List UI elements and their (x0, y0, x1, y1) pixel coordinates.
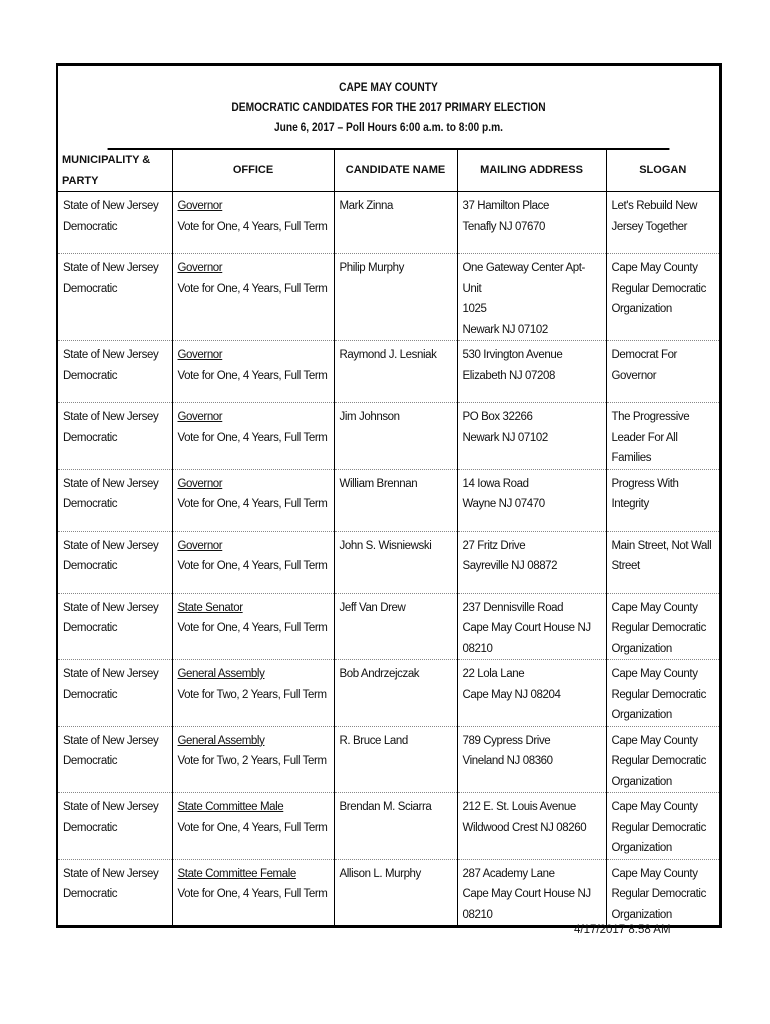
municipality: State of New Jersey (63, 867, 159, 880)
municipality: State of New Jersey (63, 477, 159, 490)
municipality: State of New Jersey (63, 200, 159, 212)
candidate-name: R. Bruce Land (334, 726, 457, 793)
candidate-name: Philip Murphy (334, 254, 457, 341)
party: Democratic (63, 622, 118, 634)
office-term: Vote for One, 4 Years, Full Term (177, 282, 328, 295)
address-line: Newark NJ 07102 (462, 323, 548, 336)
slogan: The Progressive Leader For All Families (606, 403, 719, 470)
municipality-cell (58, 531, 172, 593)
address-line: 37 Hamilton Place (462, 200, 550, 212)
office-term: Vote for One, 4 Years, Full Term (177, 821, 328, 834)
address-cell (457, 254, 606, 341)
office-link[interactable]: Governor (177, 411, 223, 423)
party: Democratic (63, 755, 118, 767)
office-term: Vote for Two, 2 Years, Full Term (177, 755, 327, 767)
office-link[interactable]: Governor (177, 349, 223, 361)
title-block (108, 66, 670, 150)
col-header-office: OFFICE (172, 150, 334, 192)
candidate-sheet (56, 63, 722, 928)
office-link[interactable]: State Committee Male (177, 801, 284, 813)
address-line: Cape May Court House NJ 08210 (462, 622, 591, 655)
slogan: Cape May County Regular Democratic Organization (606, 593, 719, 660)
slogan: Let's Rebuild New Jersey Together (606, 192, 719, 254)
address-line: Wayne NJ 07470 (462, 498, 545, 510)
poll-hours: June 6, 2017 – Poll Hours 6:00 a.m. to 8:00 p.m. (273, 120, 504, 134)
address-cell (457, 859, 606, 925)
candidate-name: William Brennan (334, 469, 457, 531)
office-cell (172, 254, 334, 341)
address-line: 14 Iowa Road (462, 477, 529, 490)
slogan: Democrat For Governor (606, 341, 719, 403)
office-link[interactable]: Governor (177, 200, 223, 212)
party: Democratic (63, 560, 118, 572)
address-cell (457, 726, 606, 793)
address-cell (457, 593, 606, 660)
candidate-name: Jim Johnson (334, 403, 457, 470)
party: Democratic (63, 220, 118, 233)
office-term: Vote for One, 4 Years, Full Term (177, 498, 328, 510)
candidate-name: Bob Andrzejczak (334, 660, 457, 727)
slogan: Cape May County Regular Democratic Organization (606, 793, 719, 860)
office-link[interactable]: State Committee Female (177, 867, 296, 880)
table-body (58, 192, 719, 926)
office-link[interactable]: General Assembly (177, 668, 265, 680)
office-term: Vote for Two, 2 Years, Full Term (177, 688, 327, 701)
slogan: Main Street, Not Wall Street (606, 531, 719, 593)
candidates-table (58, 150, 719, 925)
slogan: Cape May County Regular Democratic Organization (606, 660, 719, 727)
slogan: Cape May County Regular Democratic Organization (606, 254, 719, 341)
address-cell (457, 793, 606, 860)
slogan: Cape May County Regular Democratic Organization (611, 867, 706, 921)
election-title: DEMOCRATIC CANDIDATES FOR THE 2017 PRIMARY ELECTION (231, 100, 546, 114)
candidate-name: Raymond J. Lesniak (334, 341, 457, 403)
municipality-cell (58, 859, 172, 925)
address-line: 27 Fritz Drive (462, 539, 526, 552)
table-row (58, 254, 719, 341)
party: Democratic (63, 888, 118, 900)
address-line: 530 Irvington Avenue (462, 349, 563, 361)
office-term: Vote for One, 4 Years, Full Term (177, 888, 328, 900)
municipality: State of New Jersey (63, 349, 159, 361)
municipality-cell (58, 593, 172, 660)
address-line: 22 Lola Lane (462, 668, 525, 680)
table-row (58, 593, 719, 660)
office-cell (172, 531, 334, 593)
col-header-address: MAILING ADDRESS (457, 150, 606, 192)
address-line: Cape May Court House NJ 08210 (462, 888, 591, 921)
office-term: Vote for One, 4 Years, Full Term (177, 622, 328, 634)
municipality: State of New Jersey (63, 801, 159, 813)
address-line: Cape May NJ 08204 (462, 688, 561, 701)
table-row (58, 192, 719, 254)
office-term: Vote for One, 4 Years, Full Term (177, 220, 328, 233)
office-link[interactable]: Governor (177, 262, 223, 274)
municipality-cell (58, 793, 172, 860)
municipality-cell (58, 192, 172, 254)
address-line: 212 E. St. Louis Avenue (462, 801, 576, 813)
candidate-name: Jeff Van Drew (334, 593, 457, 660)
municipality-cell (58, 403, 172, 470)
office-term: Vote for One, 4 Years, Full Term (177, 560, 328, 572)
party: Democratic (63, 498, 118, 510)
slogan: Cape May County Regular Democratic Organization (606, 726, 719, 793)
address-line: Sayreville NJ 08872 (462, 560, 558, 572)
address-cell (457, 192, 606, 254)
address-cell (457, 531, 606, 593)
address-line: Elizabeth NJ 07208 (462, 369, 556, 382)
candidate-name: Mark Zinna (334, 192, 457, 254)
municipality: State of New Jersey (63, 539, 159, 552)
office-cell (172, 341, 334, 403)
municipality: State of New Jersey (63, 734, 159, 747)
table-row (58, 726, 719, 793)
party: Democratic (63, 369, 118, 382)
table-header-row (58, 150, 719, 192)
address-cell (457, 403, 606, 470)
municipality: State of New Jersey (63, 668, 159, 680)
municipality-cell (58, 726, 172, 793)
office-link[interactable]: Governor (177, 477, 223, 490)
office-cell (172, 469, 334, 531)
office-cell (172, 593, 334, 660)
address-line: Vineland NJ 08360 (462, 755, 553, 767)
municipality: State of New Jersey (63, 601, 159, 614)
address-line: 1025 (462, 303, 487, 315)
candidate-name: Brendan M. Sciarra (334, 793, 457, 860)
party: Democratic (63, 282, 118, 295)
office-link[interactable]: Governor (177, 539, 223, 552)
address-line: 237 Dennisville Road (462, 601, 564, 614)
table-row (58, 793, 719, 860)
address-line: 287 Academy Lane (462, 867, 555, 880)
office-link[interactable]: State Senator (177, 601, 243, 614)
municipality: State of New Jersey (63, 411, 159, 423)
office-cell (172, 660, 334, 727)
office-cell (172, 403, 334, 470)
address-line: PO Box 32266 (462, 411, 533, 423)
address-cell (457, 469, 606, 531)
office-cell (172, 192, 334, 254)
col-header-slogan: SLOGAN (606, 150, 719, 192)
address-line: Tenafly NJ 07670 (462, 220, 545, 233)
col-header-municipality: MUNICIPALITY & PARTY (58, 150, 172, 192)
municipality-cell (58, 341, 172, 403)
address-line: Wildwood Crest NJ 08260 (462, 821, 587, 834)
col-header-candidate: CANDIDATE NAME (334, 150, 457, 192)
address-line: One Gateway Center Apt-Unit (462, 262, 585, 295)
party: Democratic (63, 431, 118, 444)
municipality: State of New Jersey (63, 262, 159, 274)
office-cell (172, 726, 334, 793)
slogan: Progress With Integrity (606, 469, 719, 531)
office-cell (172, 859, 334, 925)
table-row (58, 531, 719, 593)
municipality-cell (58, 469, 172, 531)
address-cell (457, 341, 606, 403)
candidate-name: Allison L. Murphy (334, 859, 457, 925)
address-line: Newark NJ 07102 (462, 431, 548, 444)
municipality-cell (58, 254, 172, 341)
address-cell (457, 660, 606, 727)
print-timestamp: 4/17/2017 8:58 AM (574, 924, 671, 936)
table-row (58, 660, 719, 727)
county-title: CAPE MAY COUNTY (339, 80, 438, 94)
address-line: 789 Cypress Drive (462, 734, 551, 747)
office-term: Vote for One, 4 Years, Full Term (177, 431, 328, 444)
party: Democratic (63, 688, 118, 701)
table-row (58, 403, 719, 470)
candidate-name: John S. Wisniewski (334, 531, 457, 593)
party: Democratic (63, 821, 118, 834)
table-row (58, 469, 719, 531)
table-row (58, 341, 719, 403)
municipality-cell (58, 660, 172, 727)
table-row (58, 859, 719, 925)
office-term: Vote for One, 4 Years, Full Term (177, 369, 328, 382)
office-link[interactable]: General Assembly (177, 734, 265, 747)
office-cell (172, 793, 334, 860)
